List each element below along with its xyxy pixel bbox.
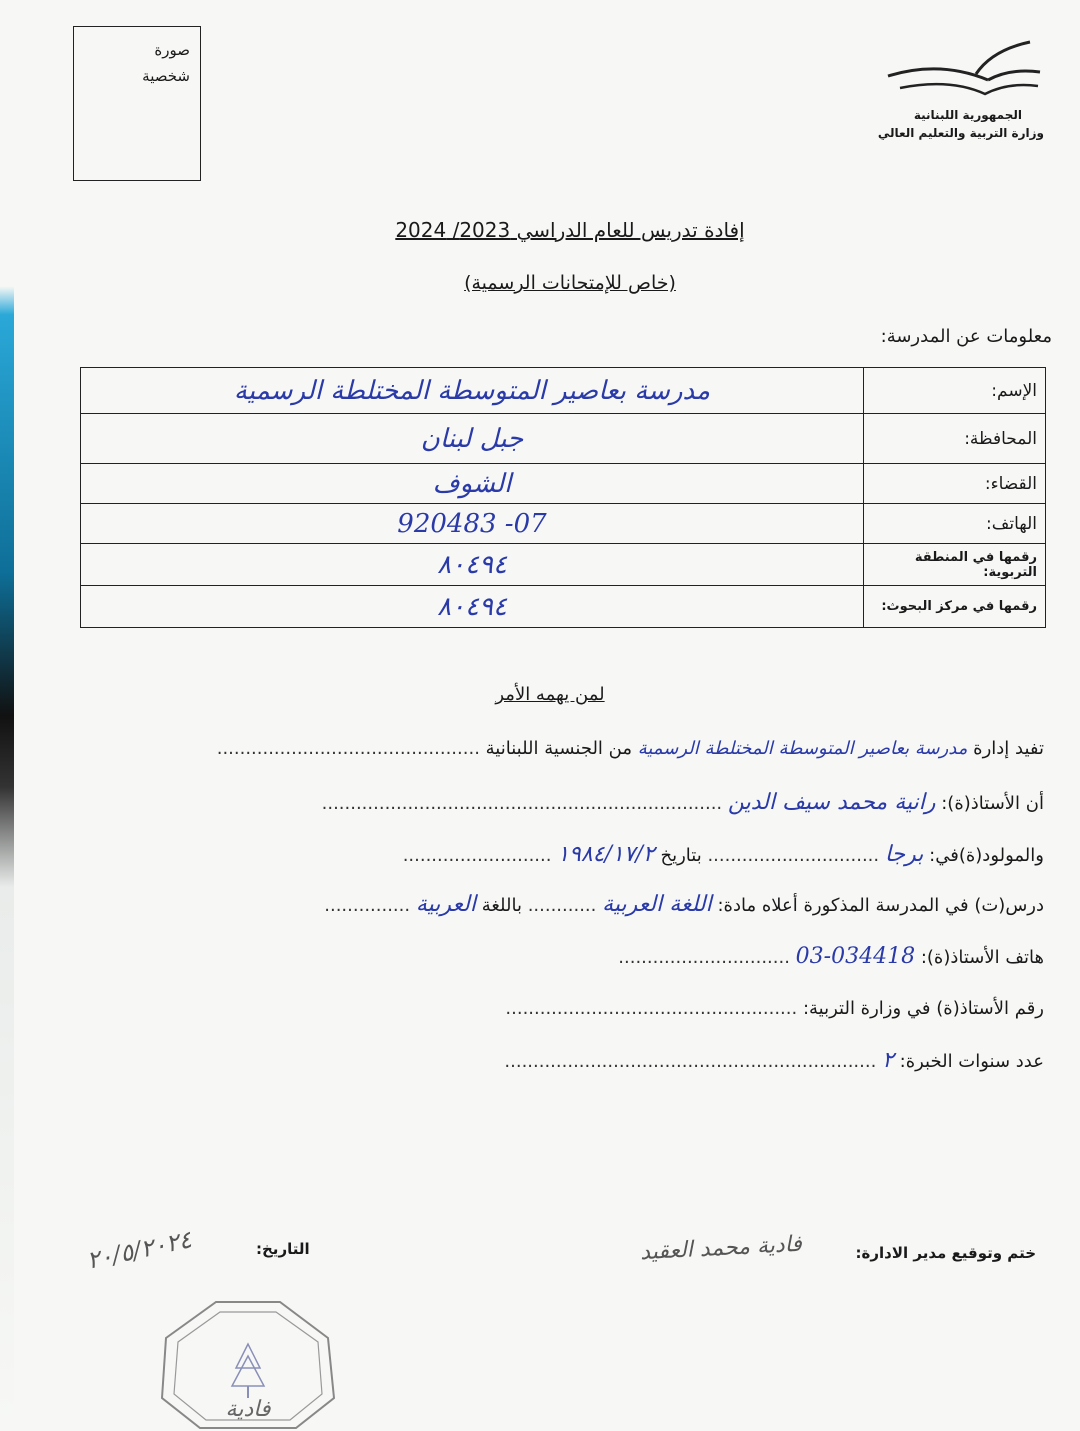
teacher-phone-handwritten: 03-034418 [795, 944, 916, 969]
school-info-heading: معلومات عن المدرسة: [880, 326, 1052, 347]
dotted-line: ................................................... [505, 998, 798, 1019]
phone-label: الهاتف: [864, 504, 1046, 544]
dotted-line: .............................................. [216, 738, 480, 759]
date-handwritten: ٢٠/٥/٢٠٢٤ [84, 1225, 195, 1275]
governorate-label: المحافظة: [864, 414, 1046, 464]
body-line-2 [322, 790, 1044, 815]
body-line-1 [217, 738, 1044, 759]
phone-value: 07- 920483 [81, 504, 864, 544]
line1-prefix: تفيد إدارة [973, 738, 1044, 759]
school-name-value: مدرسة بعاصير المتوسطة المختلطة الرسمية [81, 368, 864, 414]
school-name-handwritten: مدرسة بعاصير المتوسطة المختلطة الرسمية [637, 738, 968, 759]
signature-handwritten: فادية محمد العقيد [639, 1231, 803, 1266]
region-number-value: ٨٠٤٩٤ [81, 544, 864, 586]
dotted-line: ................................................................. [504, 1051, 877, 1072]
table-row [81, 464, 1046, 504]
line2-prefix: أن الأستاذ(ة): [941, 793, 1044, 814]
official-stamp-icon [156, 1298, 338, 1430]
date-label: التاريخ: [256, 1240, 310, 1258]
body-line-3 [403, 842, 1044, 867]
table-row [81, 414, 1046, 464]
body-line-5 [618, 944, 1044, 969]
body-line-6 [505, 998, 1044, 1019]
line3-date-label: بتاريخ [660, 845, 702, 866]
table-row [81, 368, 1046, 414]
school-name-label: الإسم: [864, 368, 1046, 414]
photo-label-line1: صورة [154, 41, 190, 59]
table-row [81, 544, 1046, 586]
line4-lang-label: باللغة [481, 895, 522, 916]
line7-prefix: عدد سنوات الخبرة: [899, 1051, 1044, 1072]
subject-handwritten: اللغة العربية [602, 892, 712, 917]
ministry-title: وزارة التربية والتعليم العالي [877, 126, 1044, 140]
district-label: القضاء: [864, 464, 1046, 504]
line6-prefix: رقم الأستاذ(ة) في وزارة التربية: [802, 998, 1044, 1019]
page-edge [0, 0, 14, 1431]
republic-title: الجمهورية اللبنانية [913, 108, 1022, 122]
table-row [81, 586, 1046, 628]
photo-label-line2: شخصية [142, 67, 190, 85]
body-line-7 [504, 1048, 1044, 1073]
signature-label: ختم وتوقيع مدير الادارة: [855, 1244, 1036, 1262]
dotted-line: ............ [527, 895, 597, 916]
school-info-table [80, 367, 1046, 628]
birthdate-handwritten: ١٩٨٤/١٧/٢ [557, 842, 655, 867]
to-whom-heading: لمن يهمه الأمر [495, 684, 605, 705]
dotted-line: .......................... [402, 845, 552, 866]
region-number-label: رقمها في المنطقة التربوية: [864, 544, 1046, 586]
line3-prefix: والمولود(ة)في: [929, 845, 1044, 866]
photo-label [142, 37, 190, 89]
photo-box [73, 26, 201, 181]
dotted-line: .............................. [618, 947, 790, 968]
district-value: الشوف [81, 464, 864, 504]
birthplace-handwritten: برجا [884, 842, 924, 867]
page-title: إفادة تدريس للعام الدراسي 2023/ 2024 [395, 218, 745, 242]
language-handwritten: العربية [415, 892, 476, 917]
dotted-line: ............... [324, 895, 411, 916]
line4-prefix: درس(ت) في المدرسة المذكورة أعلاه مادة: [717, 895, 1044, 916]
experience-years-handwritten: ٢ [882, 1048, 894, 1073]
dotted-line: .............................. [707, 845, 880, 866]
line5-prefix: هاتف الأستاذ(ة): [920, 947, 1044, 968]
table-row [81, 504, 1046, 544]
stamp-initials: فادية [225, 1397, 271, 1422]
ministry-logo-icon [880, 38, 1050, 108]
page-subtitle: (خاص للإمتحانات الرسمية) [464, 272, 676, 294]
governorate-value: جبل لبنان [81, 414, 864, 464]
research-number-label: رقمها في مركز البحوث: [864, 586, 1046, 628]
research-number-value: ٨٠٤٩٤ [81, 586, 864, 628]
dotted-line: ...................................................................... [321, 793, 723, 814]
body-line-4 [324, 892, 1044, 917]
line1-suffix: من الجنسية اللبنانية [485, 738, 633, 759]
teacher-name-handwritten: رانية محمد سيف الدين [727, 790, 936, 815]
